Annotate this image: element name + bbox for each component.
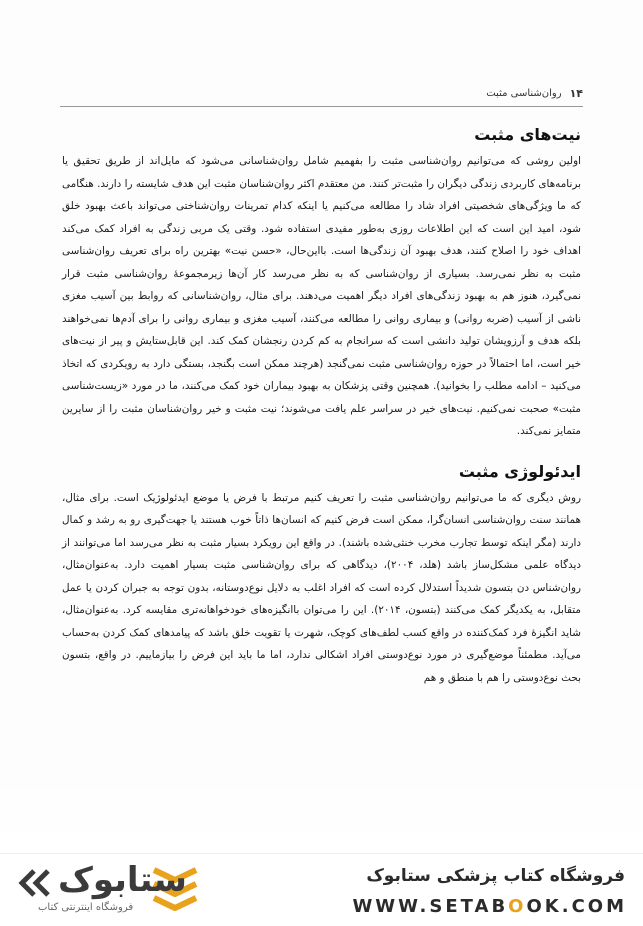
section-paragraph: روش دیگری که ما می‌توانیم روان‌شناسی مثبت را تعریف کنیم مرتبط با فرض یا موضع ایدئولوژیک است. برای مثال، همانند سنت روان‌شناسی انسان‌گرا، ممکن است فرض کنیم که انسان‌ها ذاتاً خوب هستند یا جهت‌گیری رو به رشد و کمال دارند (مگر اینکه توسط تجارب مخرب خنثی‌شده باشند). در واقع این رویکرد بسیار مثبت به نظر می‌رسد اما می‌توانند از دیدگاه علمی مشکل‌ساز باشد (هلد، ۲۰۰۴)، دیدگاهی که برای روان‌شناسی مثبت بسیار اهمیت دارد. به‌عنوان‌مثال، روان‌شناس دن بتسون شدیداً استدلال کرده است که افراد اغلب به دلایل نوع‌دوستانه، بدون توجه به جبران کردن یا عمل متقابل، به یکدیگر کمک می‌کنند (بتسون، ۲۰۱۴). این را می‌توان باانگیزه‌های خودخواهانه‌تری مقایسه کرد. به‌عنوان‌مثال، شاید انگیزهٔ فرد کمک‌کننده در واقع کسب لطف‌های کوچک، شهرت یا تقویت خلق باشد که پیامدهای کمک کردن به‌حساب می‌آید. مطمئناً موضع‌گیری در مورد نوع‌دوستی افراد اشکالی ندارد، اما ما باید این فرض را بیازماییم. در واقع، بتسون بحث نوع‌دوستی را هم با منطق و هم (62, 491, 581, 684)
watermark-banner (0, 853, 643, 926)
running-head (60, 83, 583, 103)
page-number: ۱۴ (569, 86, 583, 100)
page-body (62, 120, 581, 703)
running-title: روان‌شناسی مثبت (486, 87, 562, 99)
section-heading-positive-intentions: نیت‌های مثبت (474, 125, 581, 144)
logo-tagline: فروشگاه اینترنتی کتاب (38, 902, 134, 913)
section-paragraph: اولین روشی که می‌توانیم روان‌شناسی مثبت را بفهمیم شامل روان‌شناسانی می‌شود که مایل‌اند از طریق تحقیق یا برنامه‌های کاربردی زندگی دیگران را مثبت‌تر کنند. من معتقدم اکثر روان‌شناسان مثبت این هدف شایسته را دارند. هنگامی که ما ویژگی‌های شخصیتی افراد شاد را مطالعه می‌کنیم یا اینکه کدام تمرینات روان‌شناختی می‌تواند باعث بهبود خلق شود، امید این است که این اطلاعات روزی به‌طور مفیدی استفاده شود. وقتی یک مربی زندگی به افراد کمک می‌کند اهداف خود را اصلاح کنند، هدف بهبود آن زندگی‌ها است. بااین‌حال، «حسن نیت» بهترین راه برای تعریف روان‌شناسی مثبت به نظر نمی‌رسد. بسیاری از روان‌شناسی که به نظر می‌رسد کار آن‌ها زیرمجموعهٔ روان‌شناسی مثبت قرار نمی‌گیرد، هنوز هم به بهبود زندگی‌های افراد دیگر اهمیت می‌دهند. برای مثال، روان‌شناسانی که روابط بین آسیب مغزی ناشی از آسیب (ضربه روانی) و بیماری روانی را مطالعه می‌کنند، آسیب مغزی و بیماری روانی را برای آدم‌ها نمی‌خواهند بلکه هدف و آرزویشان تولید دانشی است که سرانجام به کم کردن رنجشان کمک کند. این قابل‌ستایش و پیر از نیت‌های خیر است، اما احتمالاً در حوزه روان‌شناسی مثبت نمی‌گنجد (هرچند ممکن است بگنجد، بستگی دارد به رویکردی که اتخاذ می‌کنید – ادامه مطلب را بخوانید). همچنین وقتی پزشکان به بهبود بیماران خود کمک می‌کنند، ما در مورد «زیست‌شناسی مثبت» صحبت نمی‌کنیم. نیت‌های خیر در سراسر علم یافت می‌شوند؛ نیت مثبت و خیر روان‌شناسان مثبت را از سایرین متمایز نمی‌کند. (62, 155, 581, 437)
store-name: فروشگاه کتاب پزشکی ستابوک (366, 866, 625, 886)
bottom-fade (0, 770, 643, 860)
header-rule (60, 106, 583, 107)
url-part: WWW.SETAB (352, 896, 509, 917)
url-accent-letter: O (508, 896, 527, 917)
logo-wordmark: ستابوک (58, 860, 187, 900)
url-part: OK.COM (526, 896, 627, 917)
store-url (352, 896, 627, 917)
chevrons-icon (18, 868, 52, 898)
section-heading-positive-ideology: ایدئولوژی مثبت (458, 461, 581, 481)
